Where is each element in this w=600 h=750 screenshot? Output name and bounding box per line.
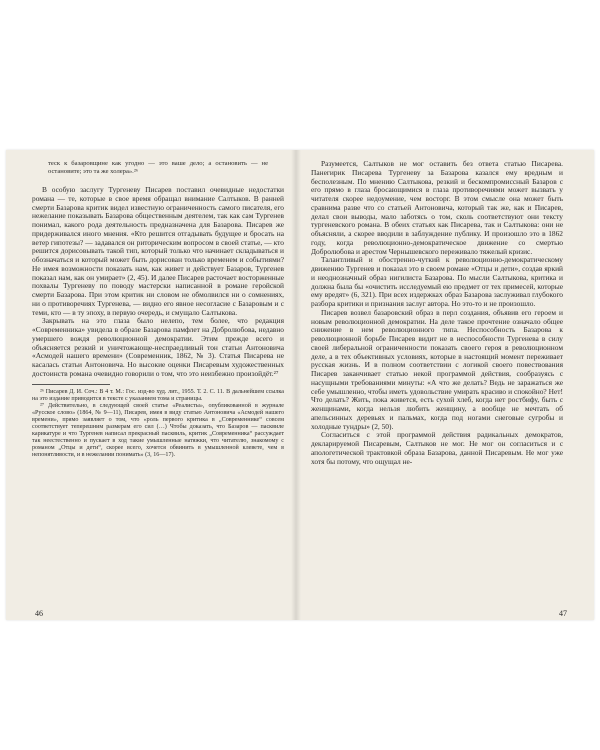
footnote-27: ²⁷ Действительно, в следующей своей статье «Реалисты», опубликованной в журнале «Русское слово» (1864, № 9—11), Писарев, имея в виду статью Антоновича «Асмодей нашего времени», прямо заявляет о том, что «роль первого критика в „Современнике“ совсем соответствует теперешним размерам его сил (…) Чтобы доказать, что Базаров — пасквиле карикатуре и что Тургенев написал прекрасный пасквиль, критик „Современника“ рассуждает так неестественно и пускает в ход такие умышленные натяжки, что читателю, знакомому с романом „Отцы и дети“, скорее всего, хочется обвинить в умышленной клевете, чем в непонятливости, и в нежелании понимать» (3, 16—17). bbox=[32, 402, 284, 459]
right-page bbox=[311, 160, 563, 615]
left-paragraph-2: Закрывать на это глаза было нелепо, тем более, что редакция «Современника» увидела в образе Базарова памфлет на Добролюбова, недавно умершего вождя революционной демократии. Этим прежде всего и объясняется резкий и уничтожающе-неспраедливый тон статьи Антоновича «Асмодей нашего времени» (Современник, 1862, № 3). Статья Писарева не касалась статьи Антоновича. Но высокие оценки Писаревым художественных достоинств романа очевидно говорили о том, что это неизбежно произойдёт.²⁷ bbox=[32, 316, 284, 378]
right-paragraph-4: Согласиться с этой программой действия радикальных демократов, декларируемой Писаревым, Салтыков не мог. Не мог он согласиться и с апологетической трактовкой образа Базарова, данной Писаревым. Не мог уже хотя бы потому, что ощущал не- bbox=[311, 430, 563, 466]
footnote-26: ²⁶ Писарев Д. И. Соч.: В 4 т. М.: Гос. изд-во худ. лит., 1955. Т. 2. С. 11. В дальнейшем ссылка на это издание приводится в тексте с указанием тома и страницы. bbox=[32, 388, 284, 402]
right-paragraph-3: Писарев возвел базаровский образ в перл создания, объявив его героем и новым революционной демократии. На деле такое прочтение означало общее снижение в нем революционного типа. Неспособность Базарова к революционной борьбе Писарев видит не в неспособности Тургенева в силу своей либеральной ограниченности показать своего героя в революционном деле, а в тех объективных условиях, которые в настоящий момент переживает русская жизнь. И в полном соответствии с логикой своего повествования Писарев заканчивает статью некой программой действия, сообразуясь с насущными требованиями минуты: «А что же делать? Ведь не заражаться же себе умышленно, чтобы иметь удовольствие умирать красиво и спокойно? Нет! Что делать? Жить, пока живется, есть сухой хлеб, когда нет ростбифу, быть с женщинами, когда нельзя любить женщину, а вообще не мечтать об апельсинных деревьях и пальмах, когда под ногами снеговые сугробы и холодные тундры» (2, 50). bbox=[311, 307, 563, 431]
book-gutter bbox=[291, 150, 301, 620]
left-page bbox=[32, 160, 284, 615]
right-paragraph-1: Разумеется, Салтыков не мог оставить без ответа статью Писарева. Панегирик Писарева Тургеневу за Базарова казался ему вредным и бесполезным. По мнению Салтыкова, резкий и бескомпромиссный Базаров с его прямо в глаза бросающимися в глаза противоречиями может вызвать у читателя скорее недоумение, чем восторг. В этом смысле она может быть сравнима разве что со статьей Антоновича, который так же, как и Писарев, делал свои выводы, мало заботясь о том, сколь соответствуют они тексту тургеневского романа. В обеих статьях как Писарева, так и Салтыкова: они не объясняли, а скорее вводили в заблуждение публику. И произошло это в 1862 году, когда революционно-демократическое движение со смертью Добролюбова и арестом Чернышевского переживало тяжелый кризис. bbox=[311, 160, 563, 256]
footnote-separator bbox=[32, 384, 110, 385]
right-paragraph-2: Талантливый и обостренно-чуткий к революционно-демократическому движению Тургенев и показал это в своем романе «Отцы и дети», создав яркий и неоднозначный образ нигилиста Базарова. По мысли Салтыкова, критика и должна была бы «очистить исследуемый ею предмет от тех примесей, которые ему вредят» (6, 321). При всех издержках образ Базарова заслуживал глубокого разбора критики и признания заслуг автора. Но это-то и не произошло. bbox=[311, 255, 563, 308]
page-number-right: 47 bbox=[559, 609, 567, 618]
quote-continuation: теск к базаровщине как угодно — это ваше дело; а остановить — не остановите; это та же холера».²⁶ bbox=[48, 160, 268, 175]
left-paragraph-1: В особую заслугу Тургеневу Писарев поставил очевидные недостатки романа — те, которые в свое время обращал внимание Салтыков. В ранней смерти Базарова критик видел известную ограниченность самого писателя, его нежелание показывать Базарова общественным деятелем, так как сам Тургенев понимал, какого рода деятельность предназначена для Базарова. Писарев же придерживался иного мнения. «Кто решится отгадывать будущее и бросать на ветер гипотезы? — задавался он риторическим вопросом в своей статье, — кто решится дорисовывать такой тип, который только что начинает складываться и обозначаться и который может быть дорисован только временем и событиями? Не имея возможности показать нам, как живет и действует Базаров, Тургенев показал нам, как он умирает» (2, 45). И далее Писарев расточает восторженные похвалы Тургеневу по поводу мастерски написанной в романе геройской смерти Базарова. При этом критик ни словом не обмолвился ни о сомнениях, ни о противоречиях Тургенева, — видно его явное несогласие с Базаровым и с теми, кто — в ту эпоху, в первую очередь, и смущало Салтыкова. bbox=[32, 185, 284, 317]
page-number-left: 46 bbox=[35, 609, 43, 618]
